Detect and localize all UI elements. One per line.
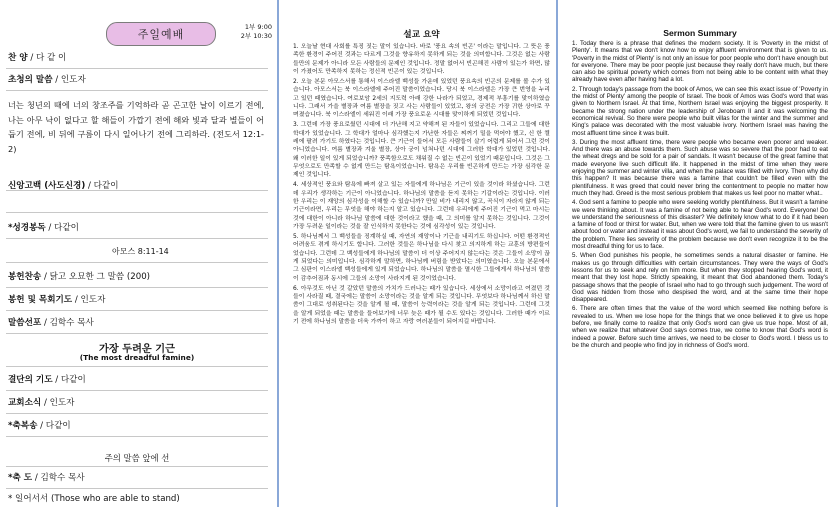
worship-item — [8, 53, 66, 64]
english-paragraph: 2. Through today's passage from the book of Amos, we can see this exact issue of 'Poverty in the midst of Plenty' among the people of Israel. The book of Amos was God's word that was given to Northern Israel. At that time, Northern Israel was enjoying the biggest prosperity. It became the strong nation under the leadership of Jeroboam II and it was welcoming the economical revival. So there were people who built villas for the winter and the summer and King's palace was decorated with the most valuable ivory. Northern Israel was having the most affluent time since it was built. — [572, 85, 828, 137]
worship-item — [8, 421, 71, 432]
worship-item-label: 결단의 기도 — [8, 375, 53, 385]
english-paragraph: 5. When God punishes his people, he sometimes sends a natural disaster or famine. He makes us go through difficulties with certain circumstances. They were the ways of God's lessons for us to seek and rely on him more. But when they stopped hearing God's word, it meant that they lost hope. Strictly speaking, it meant that God abandoned them. Today's passage shows that the people of Israel who had to go through such judgement. The word of God was hidden from those who despised the word, and at the same time their hope disappeared. — [572, 252, 828, 304]
worship-item — [8, 272, 150, 283]
worship-item — [8, 295, 105, 306]
column-divider-left — [277, 0, 279, 507]
korean-paragraph: 1. 오늘날 현대 사회를 특징 짓는 말이 있습니다. 바로 '풍요 속의 빈곤' 이라는 말입니다. 그 뜻은 풍족한 환경이 주어진 것과는 다르게 그것을 향유하지 못하게 되는 것을 의미합니다. 그것은 없는 사람들만의 문제가 아니라 모든 사람들의 문제인 것입니다. 정말 없어서 빈곤해진 사람이 있는가 하면, 많이 가졌어도 만족하지 못하는 정신적 빈곤이 있는 것입니다. — [293, 44, 550, 76]
worship-item — [8, 375, 86, 386]
worship-item-detail: / 다같이 — [85, 181, 119, 191]
service-title: 주일예배 — [106, 22, 216, 46]
worship-item-label: 봉헌 및 목회기도 — [8, 295, 73, 305]
divider — [6, 238, 268, 239]
worship-item-detail: / 다 같 이 — [27, 53, 67, 63]
divider — [6, 287, 268, 288]
divider — [6, 413, 268, 414]
divider — [6, 68, 268, 69]
divider — [6, 488, 268, 489]
worship-item-label: *축 도 — [8, 473, 33, 483]
divider — [6, 212, 268, 213]
english-paragraph: 3. During the most affluent time, there were people who became even poorer and weaker. And there was an abuse towards them. Such abuse was so severe that the poor had to eat the wheat dregs and be sold for a pair of sandals. It wasn't because of the great famine that made everyone live such difficult life. It happened in the midst of time when they were enjoying the summer and winter villa, and when the palace was filled with ivory. Then why did this happen? It was because there was a famine that couldn't be filled even with the plentifulness. It was greed that could never bring the contentment to people no matter how much they had. Greed is the most serious problem that makes us feel poor no matter what.. — [572, 138, 828, 197]
sermon-title-english: (The most dreadful famine) — [79, 353, 195, 362]
worship-item-label: *축복송 — [8, 421, 38, 431]
worship-item-detail: / 다같이 — [52, 375, 86, 385]
worship-item-label: *성경봉독 — [8, 223, 46, 233]
korean-paragraph: 4. 세상적인 풍요와 탐욕에 빠져 살고 있는 자들에게 하나님은 기근이 있을 것이라 하셨습니다. 그런데 우리가 생각하는 기근이 아니었습니다. 하나님의 말씀을 듣지 못하는 기갈이라는 것입니다. 이러한 우리는 이 재앙의 심각성을 이해할 수 있습니까? 만일 비가 내리지 않고, 곡식이 자라지 않게 되는 기근이라면, 우리는 무엇을 해야 하는지 알고 있습니다. 그런데 우리에게 주어진 기근이 먹고 마시는 것에 대한이 아니라 하나님 말씀에 대한 것이라고 했을 때, 그 의미를 알지 못하는 것입니다. 그것이 가장 두려운 일이라는 것을 잘 인식하지 못한다는 것에 심각성이 있는 것입니다. — [293, 182, 550, 230]
english-paragraph: 1. Today there is a phrase that defines the modern society. It is 'Poverty in the midst of Plenty'. It means that we don't know how to enjoy affluent environment that is given to us. 'Poverty in the midst of Plenty' is not only an issue for poor people who don't have enough but for everyone. There may be poor people just because they really don't have much, but there can also be spiritual poverty which comes from not being able to be content with what they already have even after having had a lot. — [572, 40, 829, 84]
sermon-summary-english — [572, 28, 828, 351]
scripture-reference: 아모스 8:11-14 — [112, 247, 169, 256]
worship-item-detail: / 닭고 오묘한 그 말씀 (200) — [41, 272, 151, 282]
worship-item-label: 찬 양 — [8, 53, 28, 63]
english-paragraph: 4. God sent a famine to people who were seeking worldly plentifulness. But it wasn't a famine we were thinking about. It was a famine of not being able to hear God's word. Everyone! Do we understand the seriousness of this disaster? We definitely know what to do if it had been a famine of food or thirst for water. But, when we were told that the famine given to us wasn't about food or water and instead it was about God's word, we fail to understand the severity of the problem. There lies severity of the problem because we don't even recognize it to be the most dreadful thing for us to face. — [572, 199, 828, 251]
worship-item-detail: / 다같이 — [45, 223, 79, 233]
worship-item-detail: / 인도자 — [41, 398, 75, 408]
worship-item — [8, 223, 79, 234]
service-time-second: 2부 10:30 — [240, 32, 272, 40]
worship-item — [8, 318, 94, 329]
divider — [6, 333, 268, 334]
worship-item — [8, 181, 119, 192]
divider — [6, 262, 268, 263]
divider — [6, 390, 268, 391]
worship-item-detail: / 인도자 — [52, 75, 86, 85]
standing-footnote: * 일어서서 (Those who are able to stand) — [8, 494, 180, 504]
worship-item-detail: / 인도자 — [72, 295, 106, 305]
divider — [6, 436, 268, 437]
korean-paragraph: 2. 오늘 본문 아모스서를 통해서 이스라엘 백성들 가운데 있었던 풍요속의 빈곤의 문제를 볼 수가 있습니다. 아모스서는 북 이스라엘에 주어진 말씀이었습니다. 당시 북 이스라엘은 가장 큰 번영을 누리고 있던 때였습니다. 여로보암 2세의 지도력 아래 강한 나라가 되었고, 경제적 부흥기를 맞이하였습니다. 그래서 가을 별장과 여름 별장을 짓고 사는 사람들이 있었고, 왕의 궁전은 가장 귀한 상아로 꾸며졌습니다. 북 이스라엘이 세워진 이래 가장 풍요로운 시대를 맞이하게 되었던 것입니다. — [293, 78, 550, 119]
worship-item-detail: / 김학수 목사 — [41, 318, 94, 328]
divider — [6, 90, 268, 91]
sermon-summary-korean — [293, 28, 550, 328]
worship-item-label: 봉헌찬송 — [8, 272, 42, 282]
worship-item — [8, 75, 86, 86]
order-of-worship — [2, 22, 272, 502]
service-time-first: 1부 9:00 — [244, 23, 272, 31]
worship-item-label: 신앙고백 (사도신경) — [8, 181, 86, 191]
korean-paragraph: 6. 아무것도 아닌 것 같았던 말씀의 가치가 드러나는 때가 있습니다. 세상에서 소망이라고 여겼던 것들이 사라질 때, 결국에는 말씀이 소망이라는 것을 알게 되는 것입니다. 무엇보다 하나님께서 하신 말씀이 그대로 성취된다는 것을 알게 될 때, 말씀이 능력이라는 것을 알게 되는 것입니다. 그런데 그것을 알게 되었을 때는 말씀을 들어보기에 너무 늦은 때가 될 수도 있다는 것입니다. 그러한 때가 이르기 전에 하나님의 말씀을 더욱 가까이 하고 자랑 여러분들이 되어지길 바랍니다. — [293, 285, 550, 325]
column-divider-right — [556, 0, 558, 507]
worship-item-label: 말씀선포 — [8, 318, 42, 328]
worship-item-detail: / 다같이 — [37, 421, 71, 431]
worship-item-label: 교회소식 — [8, 398, 42, 408]
korean-paragraph: 5. 하나님께서 그 백성들을 징계하실 때, 자연의 재앙이나 기근을 내리기도 하십니다. 어떤 환경적인 어려움도 겪게 하시기도 합니다. 그러한 것들은 하나님을 다시 찾고 의지하게 하는 교훈의 방편들이었습니다. 그런데 그 백성들에게 하나님의 말씀이 더 이상 주어지지 않는다는 것은 그들이 소망이 끊게 되었다는 의미입니다. 심각하게 말하면, 하나님께 버림을 받았다는 의미였습니다. 오늘 본문에서 그 심판이 이스라엘 백성들에게 있게 되었습니다. 하나님의 말씀을 멸시한 그들에게서 하나님의 말씀이 감추어짐과 동시에 그들의 소망이 사라지게 된 것이었습니다. — [293, 233, 550, 282]
worship-item-label: 초청의 말씀 — [8, 75, 53, 85]
blessing-song-line: 주의 말씀 앞에 선 — [104, 453, 170, 463]
divider — [6, 366, 268, 367]
divider — [6, 310, 268, 311]
korean-paragraph: 3. 그런데 가장 풍요로웠던 시대에 더 가난해 지고 약해져 된 자들이 있었습니다. 그리고 그들에 대한 학대가 있었습니다. 그 학대가 얼마나 심각했는지 가난한 자들은 찌꺼기 밀을 먹어야 했고, 신 한 켤레에 팔려 가기도 하였다는 것입니다. 큰 기근이 들어서 모든 사람들이 살기 어렵게 되어서 그런 것이 아니었습니다. 여름 별장과 겨울 별장, 상아 궁이 넘쳐나던 시대에 그러한 학대가 있었던 것입니다. 왜 이러한 일이 있게 되었습니까? 풍족함으로도 채워질 수 없는 빈곤이 있었기 때문입니다. 그것은 그 무엇으로도 만족할 수 없게 만드는 탐욕이었습니다. 탐욕은 우리를 빈곤하게 만드는 가장 심각한 문제인 것입니다. — [293, 122, 550, 179]
call-to-worship-text: 너는 청년의 때에 너의 창조주를 기억하라 곧 곤고한 날이 이르기 전에, 나는 아무 낙이 없다고 할 해들이 가깝기 전에 해와 빛과 달과 별들이 어둡기 전에, 비 뒤에 구름이 다시 일어나기 전에 그리하라. (전도서 12:1-2) — [8, 100, 264, 154]
worship-item — [8, 398, 74, 409]
service-times — [224, 23, 272, 41]
divider — [6, 466, 268, 467]
sermon-title: 가장 두려운 기근 — [99, 344, 175, 355]
english-paragraph: 6. There are often times that the value of the word which seemed like nothing before is revealed to us. When we lose hope for the things that we once believed it to give us hope before, we finally come to realize that only God's word can give us true hope. Most of all, when we realize that whatever God says comes true, we come to know that God's word is indeed a power. Before such time arrives, we need to be closer to God's word. I bless us to be the church and people who find joy in richness of God's word. — [572, 305, 828, 349]
worship-item — [8, 473, 85, 484]
korean-summary-title: 설교 요약 — [403, 30, 440, 40]
english-summary-title: Sermon Summary — [663, 28, 737, 38]
worship-item-detail: / 김학수 목사 — [32, 473, 85, 483]
